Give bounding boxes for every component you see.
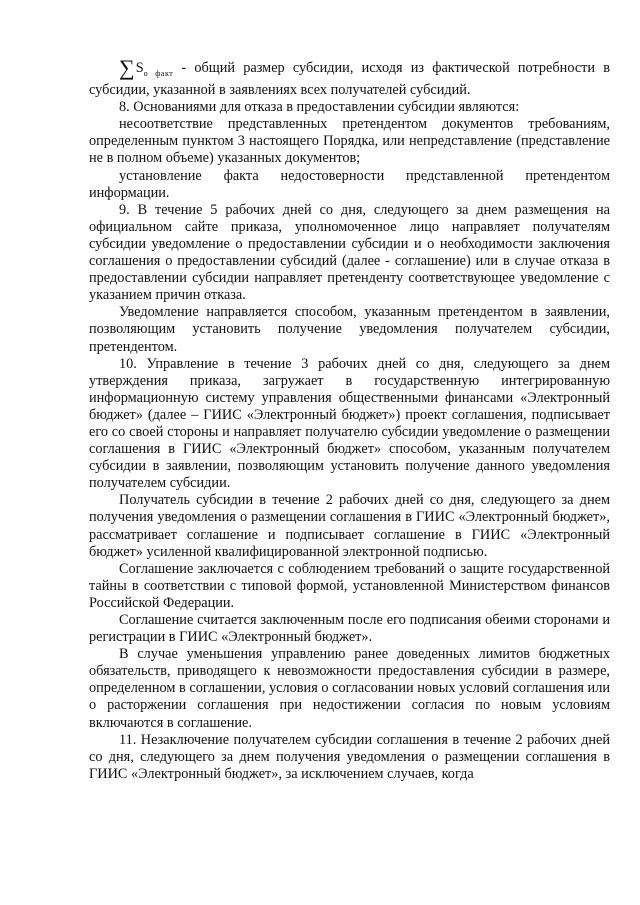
paragraph-10-limits: В случае уменьшения управлению ранее доведенных лимитов бюджетных обязательств, приводящего к невозможности предоставления субсидии в размере, определенном в соглашении, условия о согласовании новых условий соглашения или о расторжении соглашения при недостижении согласия по новым условиям включаются в соглашение.	[89, 646, 610, 731]
paragraph-9-notice: Уведомление направляется способом, указанным претендентом в заявлении, позволяющим установить получение уведомления получателем субсидии, претендентом.	[89, 304, 610, 355]
formula-paragraph	[89, 55, 610, 99]
paragraph-10-secrecy: Соглашение заключается с соблюдением требований о защите государственной тайны в соответствии с типовой формой, установленной Министерством финансов Российской Федерации.	[89, 560, 610, 611]
paragraph-8-heading: 8. Основаниями для отказа в предоставлении субсидии являются:	[119, 99, 520, 116]
document-body	[89, 55, 610, 783]
paragraph-10-concluded: Соглашение считается заключенным после его подписания обеими сторонами и регистрации в ГИИС «Электронный бюджет».	[89, 612, 610, 646]
paragraph-11: 11. Незаключение получателем субсидии соглашения в течение 2 рабочих дней со дня, следующего за днем получения уведомления о размещении соглашения в ГИИС «Электронный бюджет», за исключением случаев, когда	[89, 731, 610, 782]
formula-variable: S	[135, 60, 144, 76]
paragraph-8-item-2: установление факта недостоверности представленной претендентом информации.	[89, 167, 610, 201]
paragraph-10: 10. Управление в течение 3 рабочих дней со дня, следующего за днем утверждения приказа, загружает в государственную интегрированную информационную систему управления общественными финансами «Электронный бюджет» (далее – ГИИС «Электронный бюджет») проект соглашения, подписывает его со своей стороны и направляет получателю субсидии уведомление о размещении соглашения в ГИИС «Электронный бюджет» способом, указанным получателем субсидии в заявлении, позволяющим установить получение данного уведомления получателем субсидии.	[89, 355, 610, 492]
formula-subscript: о факт	[143, 69, 174, 78]
paragraph-9: 9. В течение 5 рабочих дней со дня, следующего за днем размещения на официальном сайте приказа, уполномоченное лицо направляет получателям субсидии уведомление о предоставлении субсидии и о необходимости заключения соглашения о предоставлении субсидий (далее - соглашение) или в случае отказа в предоставлении субсидии направляет претенденту соответствующее уведомление с указанием причин отказа.	[89, 201, 610, 304]
sigma-symbol: ∑	[119, 55, 135, 80]
paragraph-8-item-1: несоответствие представленных претендентом документов требованиям, определенным пунктом 3 настоящего Порядка, или непредставление (представление не в полном объеме) указанных документов;	[89, 116, 610, 167]
formula-description: - общий размер субсидии, исходя из фактической потребности в субсидии, указанной в заявлениях всех получателей субсидий.	[89, 60, 610, 99]
paragraph-10-recipient: Получатель субсидии в течение 2 рабочих дней со дня, следующего за днем получения уведомления о размещении соглашения в ГИИС «Электронный бюджет», рассматривает соглашение и подписывает соглашение в ГИИС «Электронный бюджет» усиленной квалифицированной электронной подписью.	[89, 492, 610, 560]
